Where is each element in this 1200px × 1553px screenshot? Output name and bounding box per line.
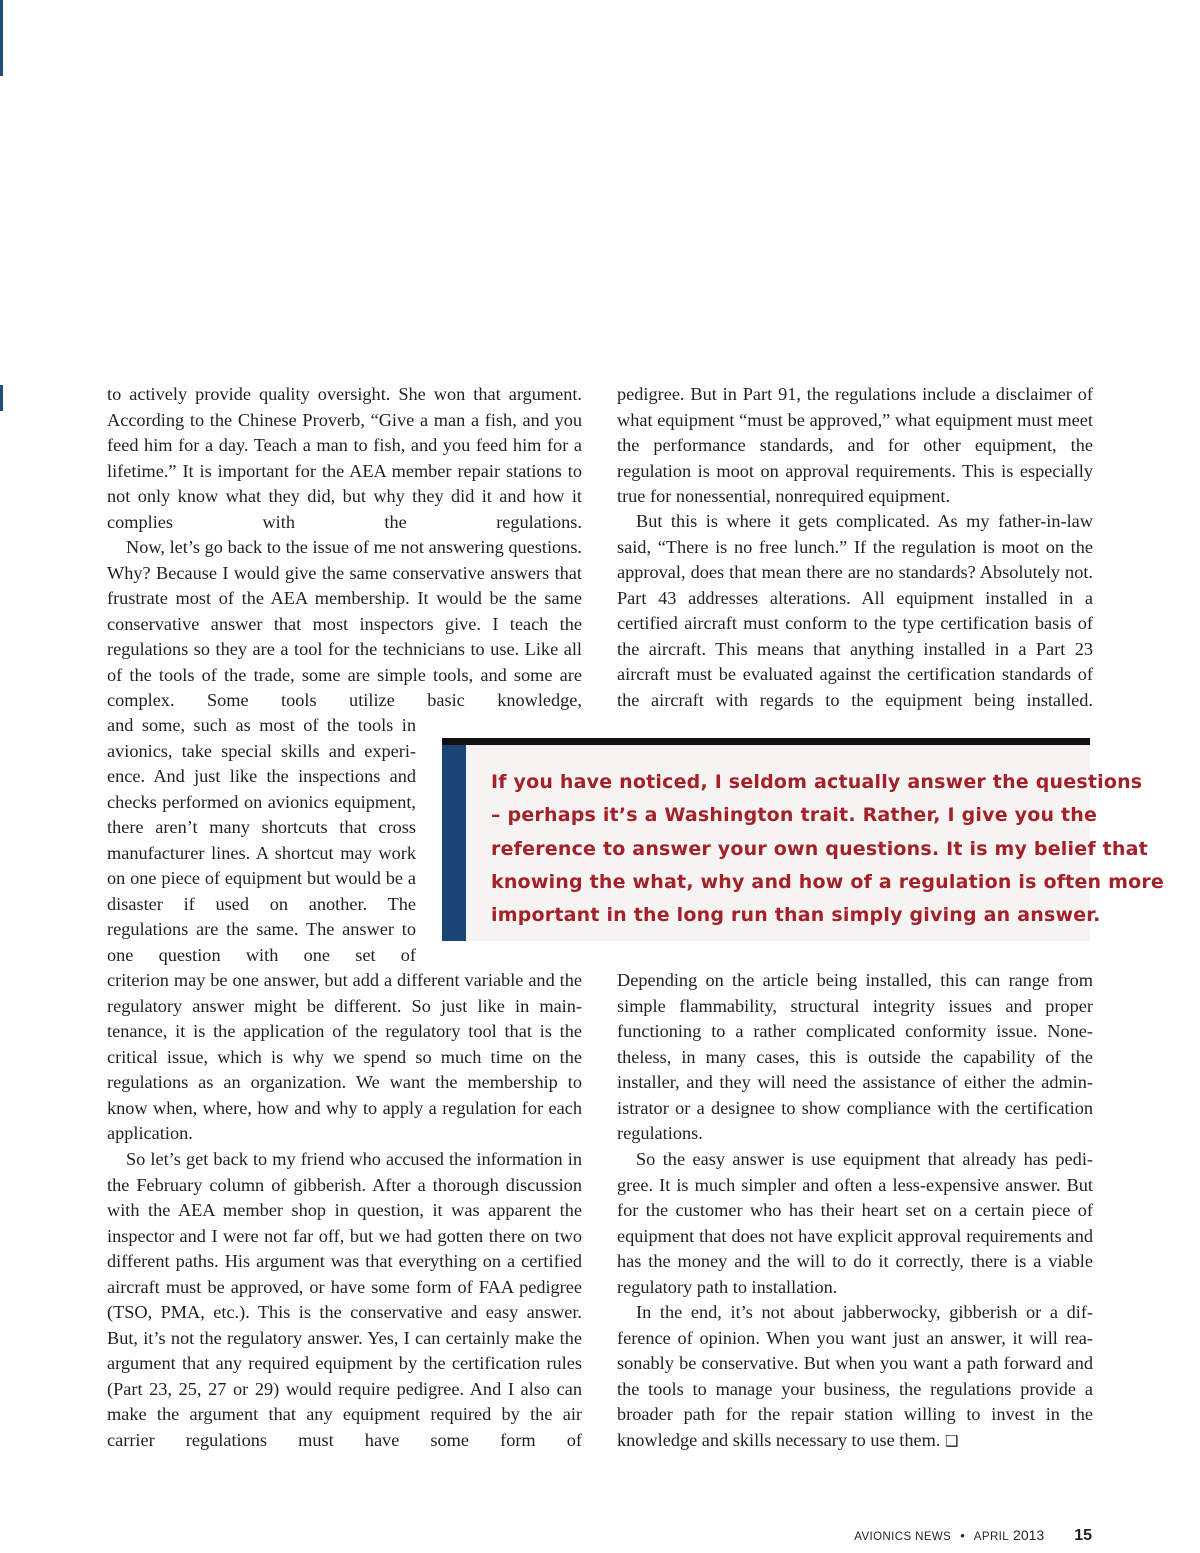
right-col-paragraph-3: Depending on the article being installed, this can range from simple flammability, structural integrity issues and proper functioning to a rather complicated conformity issue. Nonetheless, in many cases, this is outside the capability of the installer, and they will need the assistance of either the administrator or a designee to show compliance with the certification regulations. <box>617 970 1093 1143</box>
page-edge-mark-top <box>0 0 3 76</box>
right-col-paragraph-2: But this is where it gets complicated. As my father-in-law said, “There is no free lunch.” If the regulation is moot on the approval, does that mean there are no standards? Absolutely not. Part 43 addresses alterations. All equipment installed in a certified aircraft must conform to the type certification basis of the aircraft. This means that anything installed in a Part 23 aircraft must be evaluated against the certification standards of the aircraft with regards to the equipment being installed. <box>617 511 1093 710</box>
pull-quote-line-3: reference to answer your own questions. It is my belief that <box>491 837 1148 860</box>
pull-quote-text <box>491 766 1164 932</box>
left-col-paragraph-3: So let’s get back to my friend who accused the information in the February column of gibberish. After a thorough discussion with the AEA member shop in question, it was apparent the inspector and I were not far off, but we had gotten there on two different paths. His argument was that everything on a certified aircraft must be approved, or have some form of FAA pedigree (TSO, PMA, etc.). This is the conservative and easy answer. But, it’s not the regulatory answer. Yes, I can certainly make the argument that any required equipment by the certification rules (Part 23, 25, 27 or 29) would require pedigree. And I also can make the argument that any equipment required by the air carrier regulations must have some form of <box>107 1149 582 1450</box>
footer-month: APRIL <box>973 1531 1010 1543</box>
pull-quote-line-1: If you have noticed, I seldom actually answer the questions <box>491 771 1143 793</box>
footer-year: 2013 <box>1013 1527 1045 1543</box>
page-footer <box>854 1527 1092 1545</box>
right-col-paragraph-1: pedigree. But in Part 91, the regulations include a disclaimer of what equipment “must be approved,” what equipment must meet the performance standards, and for other equipment, the regulation is moot on approval requirements. This is especially true for nonessential, nonrequired equipment. <box>617 384 1093 506</box>
left-col-paragraph-2b-wrapped: and some, such as most of the tools in avionics, take special skills and experience. And just like the inspections and checks performed on avionics equipment, there aren’t many shortcuts that cross manufacturer lines. A shortcut may work on one piece of equipment but would be a disaster if used on another. The regulations are the same. The answer to one question with one set of <box>107 715 416 965</box>
right-col-paragraph-4: So the easy answer is use equipment that already has pedigree. It is much simpler and often a less-expensive answer. But for the customer who has their heart set on a certain piece of equipment that does not have explicit approval requirements and has the money and the will to do it correctly, there is a viable regulatory path to installation. <box>617 1149 1093 1297</box>
footer-separator: • <box>960 1528 965 1543</box>
left-col-paragraph-2a: Now, let’s go back to the issue of me not answering questions. Why? Because I would give the same conservative answers that frustrate most of the AEA membership. It would be the same conservative answer that most inspectors give. I teach the regulations so they are a tool for the technicians to use. Like all of the tools of the trade, some are simple tools, and some are complex. Some tools utilize basic knowledge, <box>107 537 582 710</box>
end-of-article-mark-icon: ❑ <box>944 1431 959 1450</box>
footer-publication: AVIONICS NEWS <box>854 1531 952 1543</box>
left-col-paragraph-1: to actively provide quality oversight. She won that argument. According to the Chinese Proverb, “Give a man a fish, and you feed him for a day. Teach a man to fish, and you feed him for a lifetime.” It is important for the AEA member repair stations to not only know what they did, but why they did it and how it complies with the regulations. <box>107 384 582 532</box>
pull-quote-line-5: important in the long run than simply giving an answer. <box>491 904 1101 927</box>
pull-quote-line-2: – perhaps it’s a Washington trait. Rather, I give you the <box>491 804 1098 827</box>
pull-quote-accent-bar <box>442 745 466 941</box>
page-edge-mark-middle <box>0 385 3 411</box>
pull-quote-box <box>442 738 1164 941</box>
right-col-paragraph-5 <box>617 1300 1093 1454</box>
right-col-paragraph-5-text: In the end, it’s not about jabberwocky, gibberish or a difference of opinion. When you want just an answer, it will reasonably be conservative. But when you want a path forward and the tools to manage your business, the regulations provide a broader path for the repair station willing to invest in the knowledge and skills necessary to use them. <box>617 1302 1093 1450</box>
pull-quote-line-4: knowing the what, why and how of a regulation is often more <box>491 870 1164 893</box>
page-number: 15 <box>1074 1527 1092 1544</box>
left-col-paragraph-2c: criterion may be one answer, but add a different variable and the regulatory answer might be different. So just like in maintenance, it is the application of the regulatory tool that is the critical issue, which is why we spend so much time on the regulations as an organization. We want the membership to know when, where, how and why to apply a regulation for each application. <box>107 970 582 1143</box>
